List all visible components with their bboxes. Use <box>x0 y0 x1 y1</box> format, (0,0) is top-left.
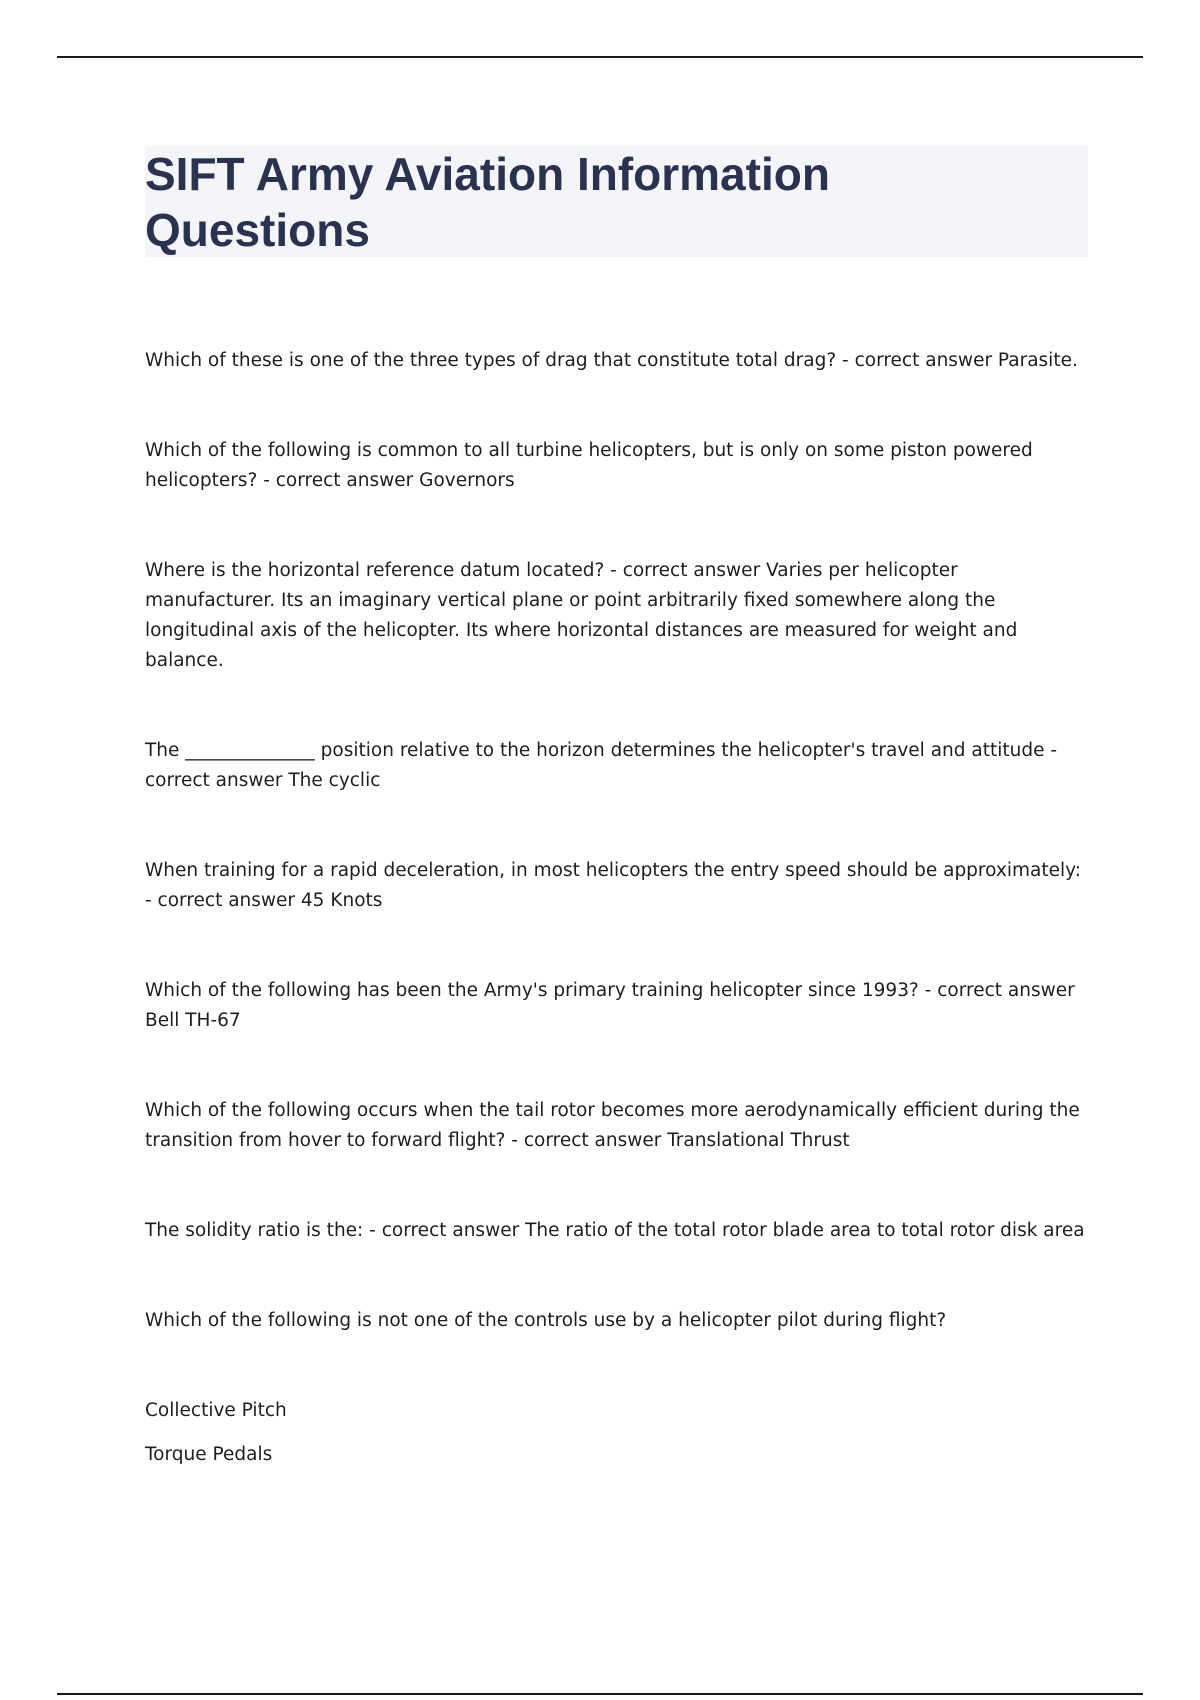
question-7: Which of the following occurs when the tail rotor becomes more aerodynamically efficient during the transition from hover to forward flight? - correct answer Translational Thrust <box>145 1100 1080 1151</box>
question-8: The solidity ratio is the: - correct answer The ratio of the total rotor blade area to total rotor disk area <box>145 1220 1085 1241</box>
document-body <box>145 346 1085 1484</box>
question-9: Which of the following is not one of the controls use by a helicopter pilot during flight? <box>145 1310 947 1331</box>
title-block <box>145 146 1088 257</box>
bottom-rule <box>57 1693 1143 1695</box>
question-1: Which of these is one of the three types of drag that constitute total drag? - correct answer Parasite. <box>145 350 1078 371</box>
option-collective-pitch: Collective Pitch <box>145 1400 287 1421</box>
question-4: The ______________ position relative to the horizon determines the helicopter's travel and attitude - correct answer The cyclic <box>145 740 1058 791</box>
question-2: Which of the following is common to all turbine helicopters, but is only on some piston powered helicopters? - correct answer Governors <box>145 440 1033 491</box>
option-torque-pedals: Torque Pedals <box>145 1444 273 1465</box>
top-rule <box>57 56 1143 58</box>
document-title: SIFT Army Aviation Information Questions <box>145 148 830 256</box>
question-6: Which of the following has been the Army's primary training helicopter since 1993? - correct answer Bell TH-67 <box>145 980 1075 1031</box>
question-5: When training for a rapid deceleration, in most helicopters the entry speed should be approximately: - correct answer 45 Knots <box>145 860 1081 911</box>
question-3: Where is the horizontal reference datum located? - correct answer Varies per helicopter manufacturer. Its an imaginary vertical plane or point arbitrarily fixed somewhere along the longitudinal axis of the helicopter. Its where horizontal distances are measured for weight and balance. <box>145 560 1018 671</box>
